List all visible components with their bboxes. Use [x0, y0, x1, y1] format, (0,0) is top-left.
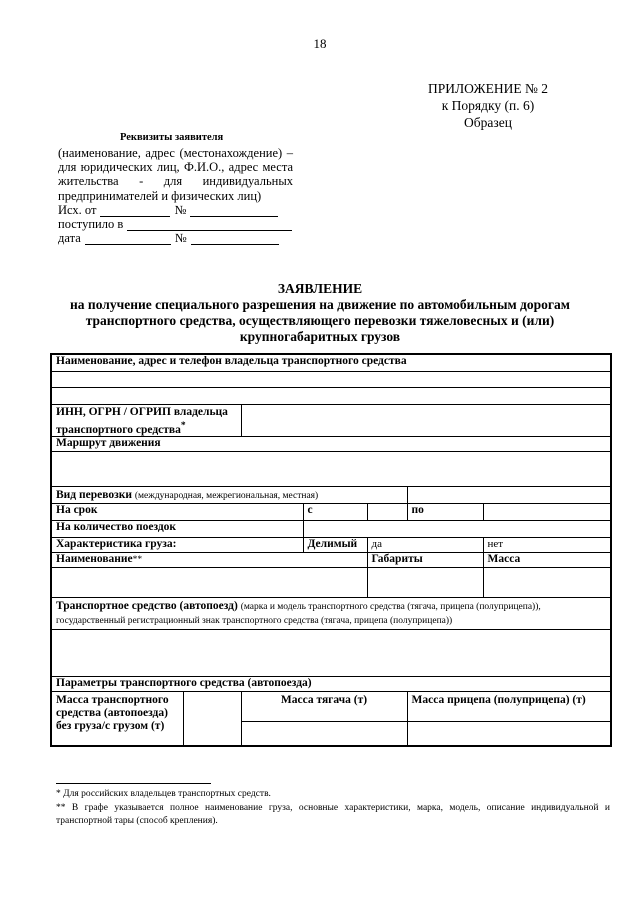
requisites-heading: Реквизиты заявителя	[120, 132, 224, 143]
divisible-yes-cell[interactable]	[367, 538, 483, 553]
cargo-name-label-cell	[51, 553, 367, 568]
page-number: 18	[313, 36, 327, 51]
trailer-mass-label-cell	[407, 692, 611, 722]
term-to-input[interactable]	[483, 504, 611, 521]
date-field[interactable]	[85, 233, 171, 245]
outgoing-number-label: №	[174, 202, 187, 217]
route-input[interactable]	[51, 452, 611, 487]
appendix-sample: Образец	[464, 115, 512, 130]
term-label-cell	[51, 504, 303, 521]
divisible-label-cell	[303, 538, 367, 553]
mass-label: Масса	[487, 553, 521, 566]
trailer-mass-label: Масса прицепа (полуприцепа) (т)	[411, 694, 586, 707]
received-line	[58, 217, 293, 231]
divisible-yes-label: да	[371, 538, 382, 551]
cargo-char-label-cell	[51, 538, 303, 553]
term-from-label: с	[307, 504, 313, 517]
date-label: дата	[58, 231, 81, 246]
vehicle-hint: (марка и модель транспортного средства (тягача, прицепа (полуприцепа)), государственный регистрационный знак транспортного средства (тягача, прицепа (полуприцепа))	[56, 602, 541, 627]
params-label-cell	[51, 677, 611, 692]
divisible-label: Делимый	[307, 538, 358, 551]
trips-label-cell	[51, 521, 303, 538]
transport-type-hint: (международная, межрегиональная, местная)	[134, 491, 319, 502]
inn-footnote-mark: *	[180, 419, 186, 431]
divisible-no-cell[interactable]	[483, 538, 611, 553]
route-label: Маршрут движения	[56, 437, 161, 450]
term-from-input[interactable]	[367, 504, 407, 521]
term-label: На срок	[56, 504, 98, 517]
appendix-title: ПРИЛОЖЕНИЕ № 2	[427, 81, 549, 96]
mass-input[interactable]	[483, 568, 611, 598]
requisites-block	[58, 146, 293, 245]
mass-label-cell	[483, 553, 611, 568]
trips-label: На количество поездок	[56, 521, 177, 534]
inn-label: ИНН, ОГРН / ОГРИП владельца транспортного средства	[56, 405, 228, 436]
application-form-table	[50, 353, 612, 747]
outgoing-number-field[interactable]	[190, 205, 278, 217]
term-to-label-cell	[407, 504, 483, 521]
term-from-label-cell	[303, 504, 367, 521]
dimensions-label-cell	[367, 553, 483, 568]
params-label: Параметры транспортного средства (автопоезда)	[56, 677, 312, 690]
requisites-description: (наименование, адрес (местонахождение) – для юридических лиц, Ф.И.О., адрес места жительства - для индивидуальных предпринимателей и физических лиц)	[58, 146, 293, 203]
owner-label-cell	[51, 354, 611, 371]
vehicle-mass-label: Масса транспортного средства (автопоезда) без груза/с грузом (т)	[56, 694, 169, 733]
vehicle-mass-input[interactable]	[183, 692, 241, 746]
vehicle-input[interactable]	[51, 630, 611, 677]
tractor-mass-label: Масса тягача (т)	[280, 694, 368, 707]
footnote-divider	[56, 783, 211, 784]
title-subtitle: на получение специального разрешения на движение по автомобильным дорогам транспортного средства, осуществляющего перевозки тяжеловесных и (или) крупногабаритных грузов	[70, 297, 570, 344]
trailer-mass-input[interactable]	[407, 722, 611, 746]
dimensions-input[interactable]	[367, 568, 483, 598]
appendix-reference: к Порядку (п. 6)	[441, 98, 535, 113]
outgoing-ref-line	[58, 203, 293, 217]
appendix-header	[398, 80, 578, 131]
footnote-1: * Для российских владельцев транспортных средств.	[56, 789, 271, 799]
received-field[interactable]	[127, 219, 292, 231]
inn-input[interactable]	[241, 404, 611, 437]
outgoing-ref-label: Исх. от	[58, 202, 97, 217]
inn-label-cell	[51, 404, 241, 437]
outgoing-date-field[interactable]	[100, 205, 170, 217]
transport-type-input[interactable]	[407, 487, 611, 504]
vehicle-mass-label-cell	[51, 692, 183, 746]
title-main: ЗАЯВЛЕНИЕ	[277, 281, 363, 296]
cargo-name-input[interactable]	[51, 568, 367, 598]
vehicle-label-cell	[51, 598, 611, 630]
owner-label: Наименование, адрес и телефон владельца транспортного средства	[56, 355, 407, 367]
footnote-2: ** В графе указывается полное наименование груза, основные характеристики, марка, модель, описание индивидуальной и транспортной тары (способ крепления).	[56, 803, 610, 826]
date-line	[58, 231, 293, 245]
cargo-name-label: Наименование	[56, 553, 133, 566]
tractor-mass-label-cell	[241, 692, 407, 722]
trips-input[interactable]	[303, 521, 611, 538]
date-number-label: №	[174, 231, 187, 246]
received-label: поступило в	[58, 217, 124, 232]
tractor-mass-input[interactable]	[241, 722, 407, 746]
owner-input-row-1[interactable]	[51, 371, 611, 387]
term-to-label: по	[411, 504, 424, 517]
transport-type-label: Вид перевозки	[56, 489, 132, 502]
vehicle-label: Транспортное средство (автопоезд)	[56, 600, 238, 613]
document-title	[0, 281, 640, 345]
cargo-char-label: Характеристика груза:	[56, 538, 177, 551]
owner-input-row-2[interactable]	[51, 387, 611, 404]
transport-type-label-cell	[51, 487, 407, 504]
cargo-name-footnote-mark: **	[132, 555, 143, 566]
dimensions-label: Габариты	[371, 553, 423, 566]
date-number-field[interactable]	[191, 233, 279, 245]
route-label-cell	[51, 437, 611, 452]
divisible-no-label: нет	[487, 538, 504, 551]
